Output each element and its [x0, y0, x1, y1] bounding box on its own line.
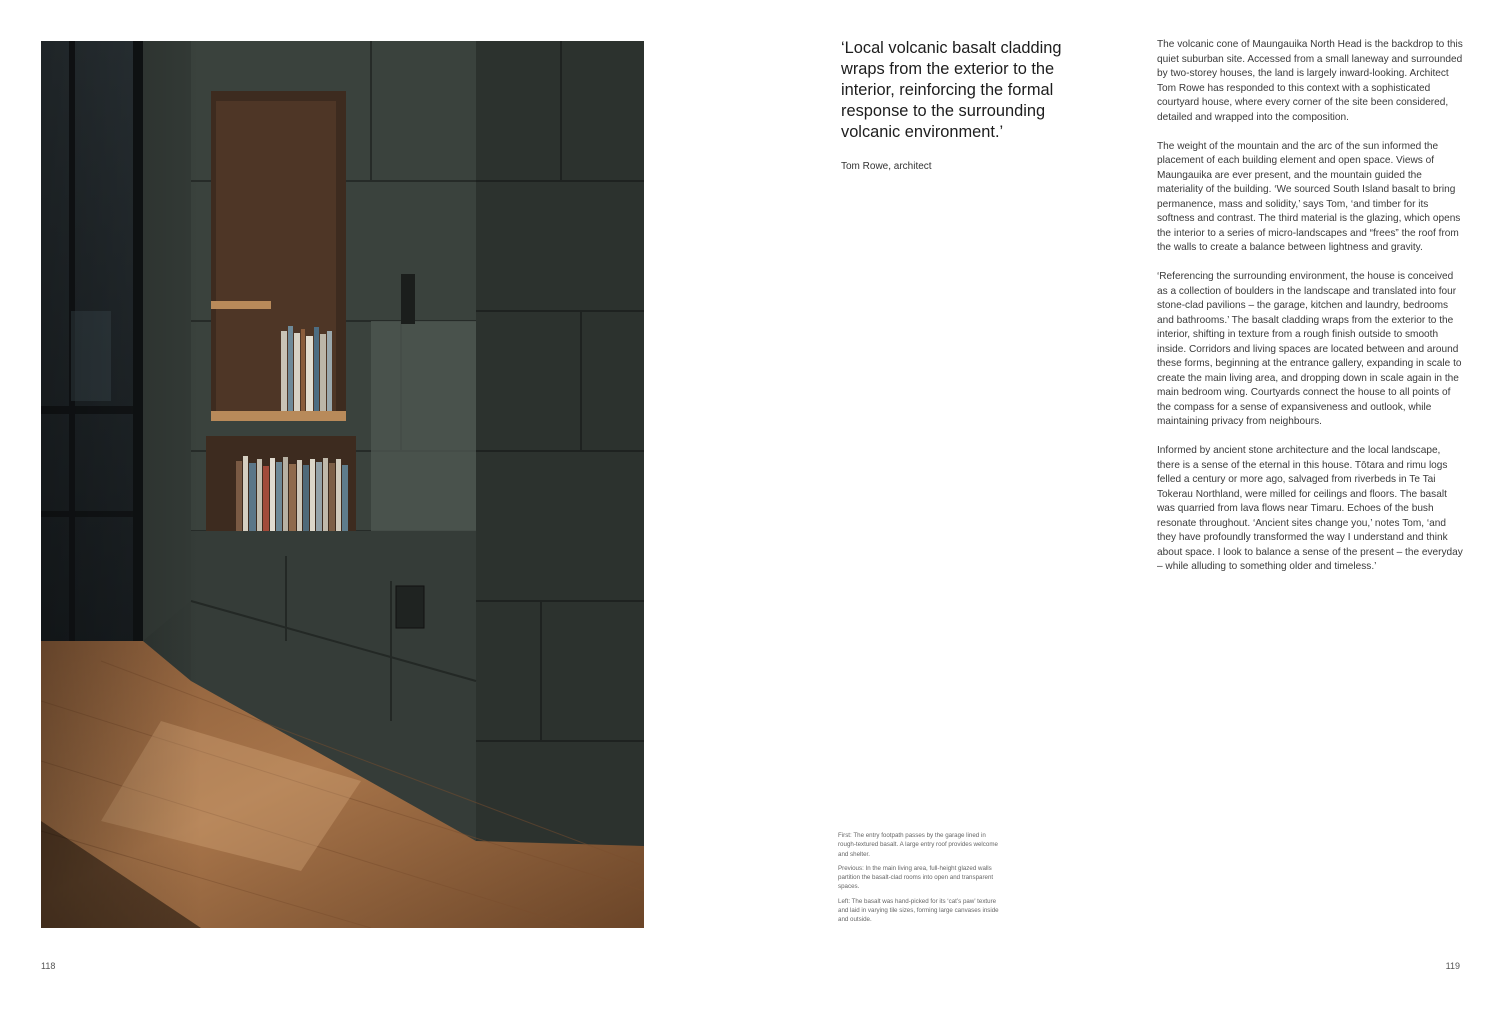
interior-photo [41, 41, 644, 928]
caption: First: The entry footpath passes by the garage lined in rough-textured basalt. A large entry roof provides welcome and shelter. [838, 832, 998, 858]
body-paragraph: The volcanic cone of Maungauika North Head is the backdrop to this quiet suburban site. Accessed from a small laneway and surrounded by two-storey houses, the land is largely inward-looking. Architect Tom Rowe has responded to this context with a sophisticated courtyard house, where every corner of the site been considered, detailed and wrapped into the composition. [1157, 39, 1463, 123]
photo-captions [838, 831, 1000, 930]
page-number-left: 118 [41, 961, 56, 971]
pull-quote: ‘Local volcanic basalt cladding wraps from the exterior to the interior, reinforcing the formal response to the surrounding volcanic environment.’ [841, 39, 1062, 141]
body-paragraph: The weight of the mountain and the arc of the sun informed the placement of each building element and open space. Views of Maungauika are ever present, and the mountain guided the materiality of the building. ‘We sourced South Island basalt to bring permanence, mass and solidity,’ says Tom, ‘and timber for its softness and contrast. The third material is the glazing, which opens the interior to a series of micro-landscapes and “frees” the roof from the walls to create a balance between lightness and gravity. [1157, 140, 1461, 253]
caption: Previous: In the main living area, full-height glazed walls partition the basalt-clad rooms into open and transparent spaces. [838, 864, 994, 891]
page-number-right: 119 [1445, 961, 1460, 971]
body-paragraph: ‘Referencing the surrounding environment, the house is conceived as a collection of boulders in the landscape and translated into four stone-clad pavilions – the garage, kitchen and laundry, bedrooms and bathrooms.’ The basalt cladding wraps from the exterior to the interior, shifting in texture from a rough finish outside to smooth inside. Corridors and living spaces are located between and around these forms, beginning at the entrance gallery, expanding in scale to create the main living area, and dropping down in scale again in the main bedroom wing. Courtyards connect the house to all points of the compass for a sense of expansiveness and outlook, while maintaining privacy from neighbours. [1157, 271, 1462, 427]
basalt-wall-bookshelf-photo [41, 41, 644, 928]
quote-attribution: Tom Rowe, architect [841, 161, 932, 172]
caption: Left: The basalt was hand-picked for its ‘cat’s paw’ texture and laid in varying tile sizes, forming large canvases inside and outside. [838, 897, 999, 924]
body-text [1157, 38, 1463, 589]
body-paragraph: Informed by ancient stone architecture and the local landscape, there is a sense of the eternal in this house. Tōtara and rimu logs felled a century or more ago, salvaged from riverbeds in Te Tai Tokerau Northland, were milled for ceilings and floors. The basalt was quarried from lava flows near Timaru. Echoes of the bush resonate throughout. ‘Ancient sites change you,’ notes Tom, ‘and they have profoundly transformed the way I understand and think about space. I look to balance a sense of the present – the everyday – while alluding to something older and timeless.’ [1157, 445, 1463, 572]
